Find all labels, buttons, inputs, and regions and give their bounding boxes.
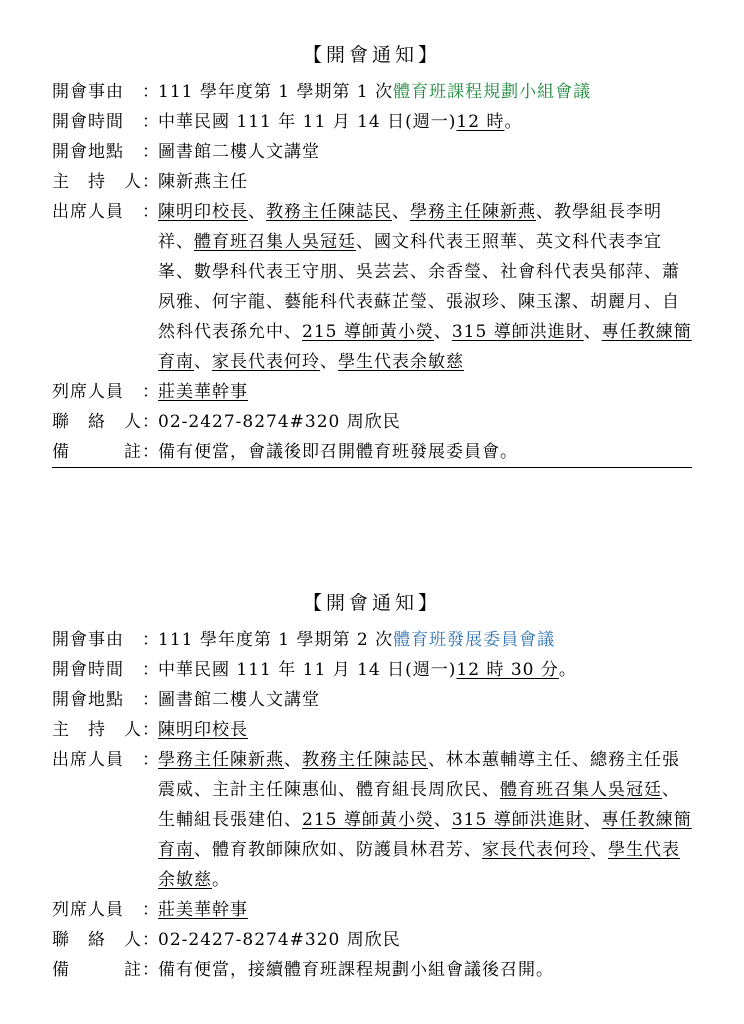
attendees-label: 出席人員 [52, 750, 124, 770]
attendee: 學生代表余敏慈 [158, 840, 680, 890]
attendee: 215 導師黃小熒 [302, 810, 434, 830]
label-char: 人 [124, 412, 142, 432]
observer-label: 列席人員 [52, 900, 124, 920]
contact-label [52, 925, 142, 955]
place-label: 開會地點 [52, 142, 124, 162]
label-char: 絡 [88, 930, 106, 950]
time-prefix: 中華民國 111 年 11 月 14 日(週一) [158, 660, 457, 680]
host-label [52, 715, 142, 745]
subject-highlight: 體育班課程規劃小組會議 [393, 82, 592, 102]
label-char: 持 [88, 172, 106, 192]
label-char: 人 [124, 720, 142, 740]
contact-label [52, 407, 142, 437]
attendee: 家長代表何玲 [212, 352, 320, 372]
time-suffix: 。 [504, 112, 523, 132]
time-row: 開會時間 ： 中華民國 111 年 11 月 14 日(週一)12 時 30 分。 [52, 655, 692, 685]
label-char: 聯 [52, 412, 70, 432]
contact-row: 聯 絡 人 ： 02-2427-8274#320 周欣民 [52, 407, 692, 437]
observer-label: 列席人員 [52, 382, 124, 402]
attendees-row: 出席人員 ： 學務主任陳新燕、教務主任陳誌民、林本蕙輔導主任、總務主任張震威、主計主任陳惠仙、體育組長周欣民、體育班召集人吳冠廷、生輔組長張建伯、215 導師黃小熒、315 導師洪進財、專任教練簡育南、體育教師陳欣如、防護員林君芳、家長代表何玲、學生代表余敏慈。 [52, 745, 692, 895]
remark-row: 備 註 ： 備有便當，會議後即召開體育班發展委員會。 [52, 437, 692, 468]
attendee: 教務主任陳誌民 [302, 750, 428, 770]
meeting-notice-1 [52, 40, 692, 468]
attendee: 體育班召集人吳冠廷 [500, 780, 662, 800]
place-value: 圖書館二樓人文講堂 [158, 142, 320, 162]
attendee: 體育班召集人吳冠廷 [194, 232, 356, 252]
notice-title: 【開會通知】 [302, 592, 441, 614]
attendee: 學務主任陳新燕 [158, 750, 284, 770]
time-prefix: 中華民國 111 年 11 月 14 日(週一) [158, 112, 457, 132]
time-row: 開會時間 ： 中華民國 111 年 11 月 14 日(週一)12 時。 [52, 107, 692, 137]
label-char: 註 [124, 442, 142, 462]
observer-row: 列席人員 ： 莊美華幹事 [52, 895, 692, 925]
attendees-value: 學務主任陳新燕、教務主任陳誌民、林本蕙輔導主任、總務主任張震威、主計主任陳惠仙、體育組長周欣民、體育班召集人吳冠廷、生輔組長張建伯、215 導師黃小熒、315 導師洪進財、專任教練簡育南、體育教師陳欣如、防護員林君芳、家長代表何玲、學生代表余敏慈。 [158, 750, 692, 890]
attendee: 家長代表何玲 [482, 840, 590, 860]
label-char: 聯 [52, 930, 70, 950]
attendees-label: 出席人員 [52, 202, 124, 222]
observer-row: 列席人員 ： 莊美華幹事 [52, 377, 692, 407]
place-row: 開會地點 ： 圖書館二樓人文講堂 [52, 685, 692, 715]
attendee: 學生代表余敏慈 [338, 352, 464, 372]
place-row: 開會地點 ： 圖書館二樓人文講堂 [52, 137, 692, 167]
attendees-value: 陳明印校長、教務主任陳誌民、學務主任陳新燕、教學組長李明祥、體育班召集人吳冠廷、國文科代表王照華、英文科代表李宜峯、數學科代表王守朋、吳芸芸、余香瑩、社會科代表吳郁萍、蕭夙雅、何宇龍、藝能科代表蘇芷瑩、張淑珍、陳玉潔、胡麗月、自然科代表孫允中、215 導師黃小熒、315 導師洪進財、專任教練簡育南、家長代表何玲、學生代表余敏慈 [158, 202, 692, 372]
attendee: 315 導師洪進財 [451, 322, 584, 342]
attendee: 教務主任陳誌民 [266, 202, 392, 222]
place-value: 圖書館二樓人文講堂 [158, 690, 320, 710]
meeting-notice-2 [52, 588, 692, 985]
label-char: 絡 [88, 412, 106, 432]
time-label: 開會時間 [52, 660, 124, 680]
remark-value: 備有便當，會議後即召開體育班發展委員會。 [158, 442, 518, 462]
subject-highlight: 體育班發展委員會議 [393, 630, 556, 650]
remark-value: 備有便當，接續體育班課程規劃小組會議後召開。 [158, 960, 554, 980]
remark-label [52, 437, 142, 467]
time-underlined: 12 時 30 分 [456, 660, 559, 680]
label-char: 持 [88, 720, 106, 740]
label-char: 主 [52, 720, 70, 740]
time-suffix: 。 [558, 660, 577, 680]
remark-label [52, 955, 142, 985]
place-label: 開會地點 [52, 690, 124, 710]
attendee: 專任教練簡育南 [158, 810, 692, 860]
attendee: 學務主任陳新燕 [410, 202, 536, 222]
host-label [52, 167, 142, 197]
time-label: 開會時間 [52, 112, 124, 132]
label-char: 註 [124, 960, 142, 980]
subject-value [158, 77, 692, 107]
subject-value [158, 625, 692, 655]
label-char: 備 [52, 442, 70, 462]
observer-value: 莊美華幹事 [158, 900, 248, 920]
remark-row: 備 註 ： 備有便當，接續體育班課程規劃小組會議後召開。 [52, 955, 692, 985]
subject-prefix: 111 學年度第 1 學期第 1 次 [158, 82, 394, 102]
time-value [158, 107, 692, 137]
label-char: 備 [52, 960, 70, 980]
attendee: 315 導師洪進財 [451, 810, 584, 830]
label-char: 人 [124, 930, 142, 950]
observer-value: 莊美華幹事 [158, 382, 248, 402]
host-value: 陳新燕主任 [158, 172, 248, 192]
label-char: 主 [52, 172, 70, 192]
contact-row: 聯 絡 人 ： 02-2427-8274#320 周欣民 [52, 925, 692, 955]
host-value: 陳明印校長 [158, 720, 248, 740]
attendee: 專任教練簡育南 [158, 322, 692, 372]
attendees-row: 出席人員 ： 陳明印校長、教務主任陳誌民、學務主任陳新燕、教學組長李明祥、體育班召集人吳冠廷、國文科代表王照華、英文科代表李宜峯、數學科代表王守朋、吳芸芸、余香瑩、社會科代表吳郁萍、蕭夙雅、何宇龍、藝能科代表蘇芷瑩、張淑珍、陳玉潔、胡麗月、自然科代表孫允中、215 導師黃小熒、315 導師洪進財、專任教練簡育南、家長代表何玲、學生代表余敏慈 [52, 197, 692, 377]
attendee: 陳明印校長 [158, 202, 248, 222]
contact-value: 02-2427-8274#320 周欣民 [158, 930, 401, 950]
subject-label: 開會事由 [52, 630, 124, 650]
subject-row: 開會事由 ： 111 學年度第 1 學期第 1 次體育班課程規劃小組會議 [52, 77, 692, 107]
subject-row: 開會事由 ： 111 學年度第 1 學期第 2 次體育班發展委員會議 [52, 625, 692, 655]
subject-prefix: 111 學年度第 1 學期第 2 次 [158, 630, 394, 650]
host-row: 主 持 人 ： 陳明印校長 [52, 715, 692, 745]
attendee: 215 導師黃小熒 [302, 322, 434, 342]
subject-label: 開會事由 [52, 82, 124, 102]
notice-title: 【開會通知】 [302, 44, 441, 66]
label-char: 人 [124, 172, 142, 192]
host-row: 主 持 人 ： 陳新燕主任 [52, 167, 692, 197]
time-underlined: 12 時 [456, 112, 505, 132]
contact-value: 02-2427-8274#320 周欣民 [158, 412, 401, 432]
time-value [158, 655, 692, 685]
